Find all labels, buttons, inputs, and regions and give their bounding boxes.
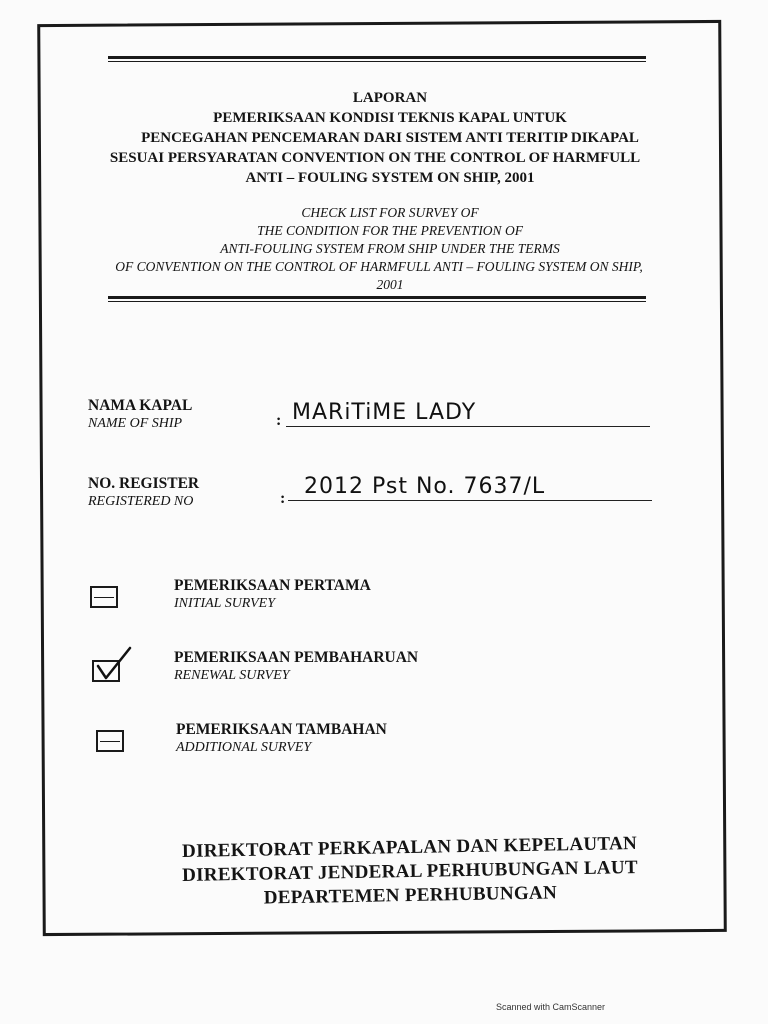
title-line: PENCEGAHAN PENCEMARAN DARI SISTEM ANTI TERITIP DIKAPAL bbox=[141, 130, 639, 146]
title-line: ANTI – FOULING SYSTEM ON SHIP, 2001 bbox=[245, 170, 535, 186]
checkmark-icon bbox=[92, 644, 134, 684]
additional-survey-checkbox[interactable] bbox=[96, 730, 124, 752]
ship-name-label: NAMA KAPAL NAME OF SHIP bbox=[88, 397, 193, 431]
bottom-rule bbox=[108, 296, 646, 302]
title-english bbox=[50, 204, 730, 294]
ship-name-line bbox=[286, 426, 650, 427]
initial-survey-option: PEMERIKSAAN PERTAMA INITIAL SURVEY bbox=[174, 577, 371, 611]
register-value[interactable]: 2012 Pst No. 7637/L bbox=[304, 474, 546, 499]
title-line: SESUAI PERSYARATAN CONVENTION ON THE CONTROL OF HARMFULL bbox=[109, 150, 641, 166]
authority-line: DEPARTEMEN PERHUBUNGAN bbox=[263, 882, 558, 909]
renewal-survey-option: PEMERIKSAAN PEMBAHARUAN RENEWAL SURVEY bbox=[174, 649, 419, 683]
authority-line: DIREKTORAT JENDERAL PERHUBUNGAN LAUT bbox=[181, 857, 639, 886]
top-rule bbox=[108, 56, 646, 62]
ship-name-value[interactable]: MARiTiME LADY bbox=[292, 400, 477, 425]
scanner-watermark: Scanned with CamScanner bbox=[496, 1002, 606, 1012]
subtitle-line: THE CONDITION FOR THE PREVENTION OF bbox=[257, 223, 523, 238]
subtitle-line: 2001 bbox=[376, 277, 404, 292]
colon: : bbox=[280, 490, 286, 507]
subtitle-line: ANTI-FOULING SYSTEM FROM SHIP UNDER THE TERMS bbox=[220, 241, 560, 256]
subtitle-line: OF CONVENTION ON THE CONTROL OF HARMFULL ANTI – FOULING SYSTEM ON SHIP, bbox=[115, 259, 643, 274]
title-line: LAPORAN bbox=[352, 90, 428, 106]
additional-survey-option: PEMERIKSAAN TAMBAHAN ADDITIONAL SURVEY bbox=[176, 721, 387, 755]
title-indonesian bbox=[50, 88, 730, 188]
title-line: PEMERIKSAAN KONDISI TEKNIS KAPAL UNTUK bbox=[213, 110, 567, 126]
subtitle-line: CHECK LIST FOR SURVEY OF bbox=[301, 205, 479, 220]
authority-line: DIREKTORAT PERKAPALAN DAN KEPELAUTAN bbox=[181, 833, 638, 862]
initial-survey-checkbox[interactable] bbox=[90, 586, 118, 608]
colon: : bbox=[276, 412, 282, 429]
register-label: NO. REGISTER REGISTERED NO bbox=[88, 475, 200, 509]
register-line bbox=[288, 500, 652, 501]
issuing-authority bbox=[149, 831, 670, 912]
